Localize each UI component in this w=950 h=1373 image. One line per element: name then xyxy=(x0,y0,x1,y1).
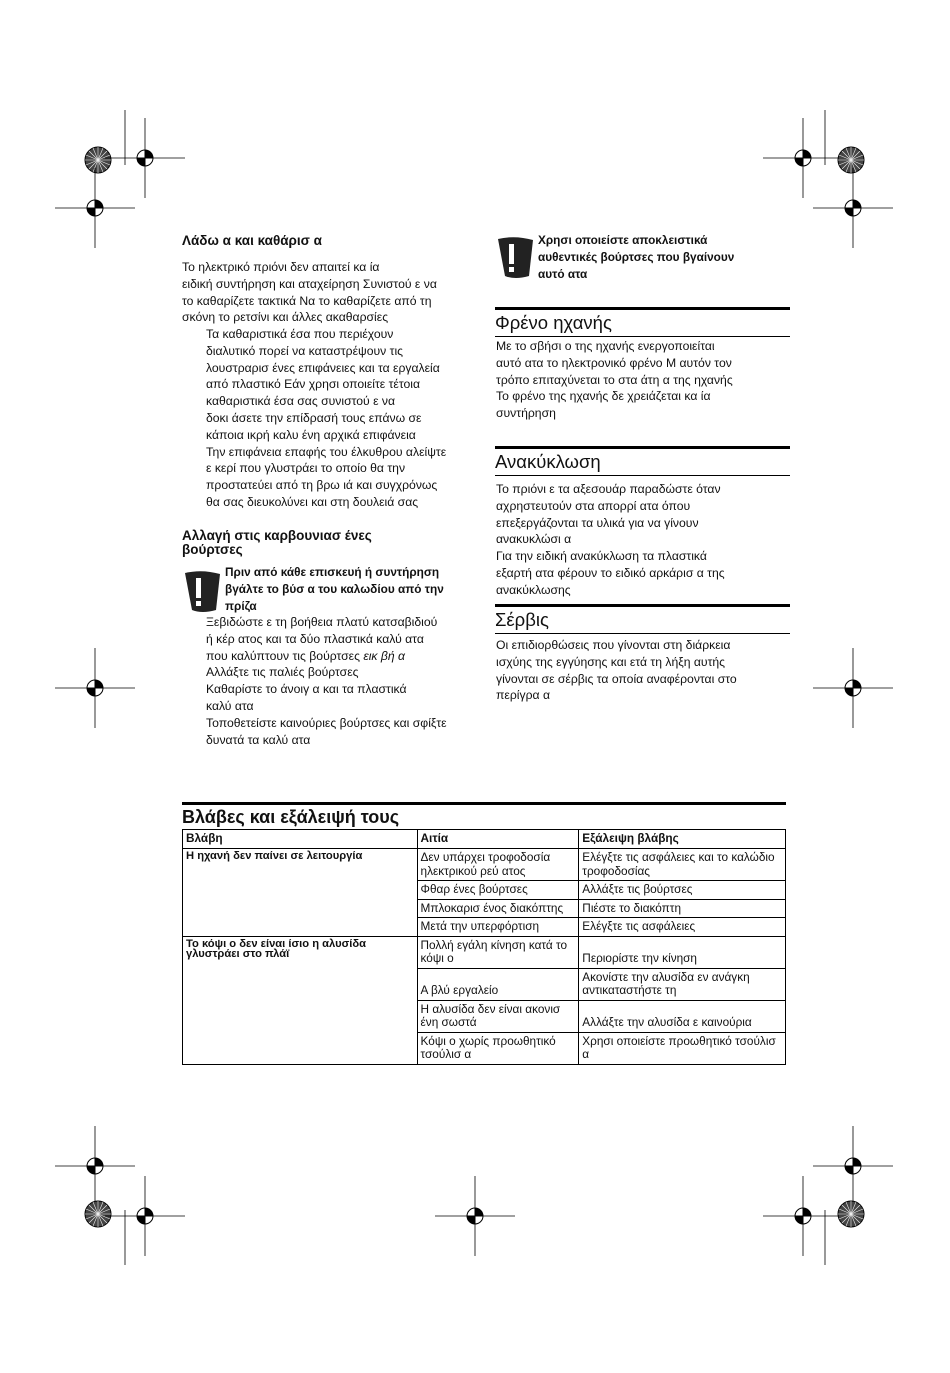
brushes-heading-line: βούρτσες xyxy=(182,542,243,557)
remedy-cell: Ελέγξτε τις ασφάλειες xyxy=(579,918,786,937)
table-row xyxy=(183,936,786,968)
text-line: ειδική συντήρηση και αταχείρηση Συνιστού ε να xyxy=(182,276,437,291)
warning-line: αυτό ατα xyxy=(538,267,588,281)
text-line: περίγρα α xyxy=(496,688,550,703)
original-brushes-warning xyxy=(538,232,798,283)
text-line: Τα καθαριστικά έσα που περιέχουν xyxy=(206,327,394,341)
text-line: Το ηλεκτρικό πριόνι δεν απαιτεί κα ία xyxy=(182,260,380,274)
text-line: ανακυκλώσι α xyxy=(496,532,572,547)
text-line: καλύ ατα xyxy=(206,698,254,713)
remedy-cell: Περιορίστε την κίνηση xyxy=(579,936,786,968)
text-line: ε κερί που γλυστράει το οποίο θα την xyxy=(206,461,406,476)
text-line: κάποια ικρή καλυ ένη αρχικά επιφάνεια xyxy=(206,427,416,442)
text-line: Ξεβιδώστε ε τη βοήθεια πλατύ κατσαβιδιού xyxy=(206,615,438,629)
text-line: Το φρένο της ηχανής δε χρειάζεται κα ία xyxy=(496,389,711,404)
remedy-cell: Χρησι οποιείστε προωθητικό τσούλισ α xyxy=(579,1032,786,1064)
brushes-heading-line: Αλλαγή στις καρβουνιασ ένες xyxy=(182,528,372,543)
column-header: Εξάλειψη βλάβης xyxy=(579,830,786,849)
faults-table xyxy=(182,829,786,1065)
warning-icon xyxy=(495,236,537,280)
figure-reference: εικ βή α xyxy=(363,648,405,663)
text-line: εξαρτή ατα φέρουν το ειδικό αρκάρισ α της xyxy=(496,565,725,580)
cause-cell: Δεν υπάρχει τροφοδοσία ηλεκτρικού ρεύ ατος xyxy=(417,849,579,881)
cause-cell: Μετά την υπερφόρτιση xyxy=(417,918,579,937)
text-line: Την επιφάνεια επαφής του έλκυθρου αλείψτε xyxy=(206,444,447,459)
cause-cell: Πολλή εγάλη κίνηση κατά το κόψι ο xyxy=(417,936,579,968)
warning-line: αυθεντικές βούρτσες που βγαίνουν xyxy=(538,250,735,264)
text-line: που καλύπτουν τις βούρτσες xyxy=(206,648,360,663)
text-line: καθαριστικά έσα σας συνιστού ε να xyxy=(206,394,396,409)
text-line: αυτό ατα το ηλεκτρονικό φρένο Μ αυτόν τον xyxy=(496,355,732,370)
remedy-cell: Ακονίστε την αλυσίδα εν ανάγκη αντικαταστήστε τη xyxy=(579,968,786,1000)
fault-cell: Η ηχανή δεν παίνει σε λειτουργία xyxy=(183,849,418,937)
text-line: γίνονται σε σέρβις τα οποία αναφέρονται στο xyxy=(496,671,737,686)
text-line: δοκι άσετε την επίδρασή τους επάνω σε xyxy=(206,410,422,425)
faults-heading-bar xyxy=(182,802,786,831)
text-line: ανακύκλωσης xyxy=(496,582,571,597)
recycling-heading-bar xyxy=(495,446,790,476)
warning-icon xyxy=(182,570,224,614)
cause-cell: Α βλύ εργαλείο xyxy=(417,968,579,1000)
warning-line: βγάλτε το βύσ α του καλωδίου από την xyxy=(225,582,444,596)
remedy-cell: Αλλάξτε τις βούρτσες xyxy=(579,881,786,900)
text-line: Με το σβήσι ο της ηχανής ενεργοποιείται xyxy=(496,339,715,353)
recycling-text xyxy=(496,481,791,599)
fault-cell: Το κόψι ο δεν είναι ίσιο η αλυσίδα γλυστράει στο πλάϊ xyxy=(183,936,418,1064)
text-line: δυνατά τα καλύ ατα xyxy=(206,732,311,747)
service-text xyxy=(496,637,791,704)
brushes-heading xyxy=(182,529,372,557)
warning-line: πρίζα xyxy=(225,599,257,613)
text-line: επεξεργάζονται τα υλικά για να γίνουν xyxy=(496,515,699,530)
text-line: ισχύης της εγγύησης και ετά τη λήξη αυτής xyxy=(496,654,726,669)
brake-heading: Φρένο ηχανής xyxy=(495,312,612,333)
text-line: το καθαρίζετε τακτικά Να το καθαρίζετε από τη xyxy=(182,293,432,308)
brushes-warning xyxy=(225,564,485,615)
warning-line: Χρησι οποιείστε αποκλειστικά xyxy=(538,233,708,247)
text-line: προστατεύει από τη βρω ιά και συγχρόνως xyxy=(206,478,438,493)
text-line: Αλλάξτε τις παλιές βούρτσες xyxy=(206,665,359,680)
remedy-cell: Ελέγξτε τις ασφάλειες και το καλώδιο τροφοδοσίας xyxy=(579,849,786,881)
recycling-heading: Ανακύκλωση xyxy=(495,451,601,472)
brake-heading-bar xyxy=(495,307,790,337)
service-heading: Σέρβις xyxy=(495,609,549,630)
cause-cell: Φθαρ ένες βούρτσες xyxy=(417,881,579,900)
text-line: διαλυτικό πορεί να καταστρέψουν τις xyxy=(206,343,404,358)
text-line: τρόπο επιταχύνεται το στα άτη α της ηχανής xyxy=(496,372,733,387)
table-row xyxy=(183,849,786,881)
lubrication-notes xyxy=(182,326,496,511)
text-line: λουστραρισ ένες επιφάνειες και τα εργαλεία xyxy=(206,360,440,375)
lubrication-heading: Λάδω α και καθάρισ α xyxy=(182,233,322,248)
brushes-steps xyxy=(182,614,506,748)
text-line: Το πριόνι ε τα αξεσουάρ παραδώστε όταν xyxy=(496,482,721,496)
column-header: Βλάβη xyxy=(183,830,418,849)
table-header-row xyxy=(183,830,786,849)
cause-cell: Η αλυσίδα δεν είναι ακονισ ένη σωστά xyxy=(417,1000,579,1032)
remedy-cell: Πιέστε το διακόπτη xyxy=(579,899,786,918)
text-line: ή κέρ ατος και τα δύο πλαστικά καλύ ατα xyxy=(206,631,424,646)
lubrication-intro xyxy=(182,259,472,326)
text-line: θα σας διευκολύνει και στη δουλειά σας xyxy=(206,494,419,509)
text-line: Τοποθετείστε καινούριες βούρτσες και σφίξτε xyxy=(206,715,447,730)
text-line: αχρηστευτούν στα απορρί ατα όπου xyxy=(496,498,691,513)
text-line: Καθαρίστε το άνοιγ α και τα πλαστικά xyxy=(206,682,407,697)
text-line: Για την ειδική ανακύκλωση τα πλαστικά xyxy=(496,549,707,564)
column-header: Αιτία xyxy=(417,830,579,849)
cause-cell: Κόψι ο χωρίς προωθητικό τσούλισ α xyxy=(417,1032,579,1064)
text-line: από πλαστικό Εάν χρησι οποιείτε τέτοια xyxy=(206,377,421,392)
text-line: συντήρηση xyxy=(496,406,556,421)
faults-heading: Βλάβες και εξάλειψή τους xyxy=(182,807,400,827)
text-line xyxy=(206,648,506,665)
warning-line: Πριν από κάθε επισκευή ή συντήρηση xyxy=(225,565,440,579)
text-line: σκόνη το ρετσίνι και άλλες ακαθαρσίες xyxy=(182,310,389,325)
cause-cell: Μπλοκαρισ ένος διακόπτης xyxy=(417,899,579,918)
service-heading-bar xyxy=(495,604,790,634)
remedy-cell: Αλλάξτε την αλυσίδα ε καινούρια xyxy=(579,1000,786,1032)
brake-text xyxy=(496,338,791,422)
text-line: Οι επιδιορθώσεις που γίνονται στη διάρκεια xyxy=(496,638,731,652)
